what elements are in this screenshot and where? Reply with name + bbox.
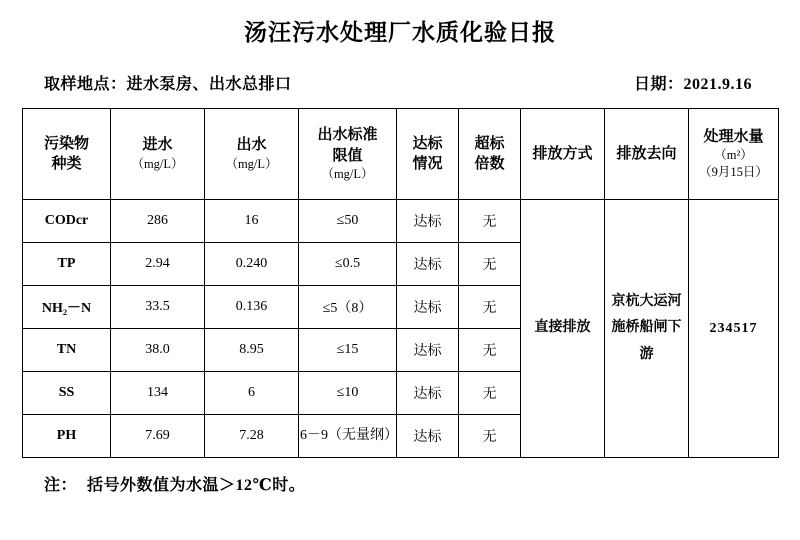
cell-compliance: 达标 [397, 243, 459, 286]
header-exceed [459, 109, 521, 200]
cell-standard: ≤50 [299, 200, 397, 243]
cell-compliance: 达标 [397, 415, 459, 458]
header-discharge-mode [521, 109, 605, 200]
header-pollutant [23, 109, 111, 200]
sampling-location-label: 取样地点：进水泵房、出水总排口 [44, 76, 292, 93]
header-compliance [397, 109, 459, 200]
header-volume [689, 109, 779, 200]
header-volume-unit: （m²） [714, 148, 753, 163]
cell-pollutant: TN [23, 329, 111, 372]
header-volume-line3: （9月15日） [699, 165, 768, 180]
cell-exceed: 无 [459, 200, 521, 243]
cell-effluent: 0.136 [205, 286, 299, 329]
header-pollutant-line2: 种类 [51, 156, 82, 172]
cell-compliance: 达标 [397, 200, 459, 243]
cell-compliance: 达标 [397, 329, 459, 372]
cell-effluent: 0.240 [205, 243, 299, 286]
table-wrapper [0, 94, 800, 458]
cell-pollutant: NH₂－N [23, 286, 111, 329]
cell-effluent: 6 [205, 372, 299, 415]
cell-influent: 7.69 [111, 415, 205, 458]
cell-standard: ≤5（8） [299, 286, 397, 329]
cell-influent: 33.5 [111, 286, 205, 329]
header-influent-line1: 进水 [142, 137, 173, 154]
cell-standard: 6－9（无量纲） [299, 415, 397, 458]
header-standard-line2: 限值 [332, 147, 363, 164]
cell-effluent: 7.28 [205, 415, 299, 458]
table-header-row [23, 109, 779, 200]
cell-volume: 234517 [689, 200, 779, 458]
cell-influent: 286 [111, 200, 205, 243]
header-compliance-line1: 达标 [412, 135, 443, 152]
table-row [23, 200, 779, 243]
header-effluent-line1: 出水 [236, 137, 267, 154]
table-body [23, 200, 779, 458]
header-discharge-dest-line1: 排放去向 [616, 145, 677, 162]
header-volume-line1: 处理水量 [703, 129, 764, 145]
header-discharge-mode-line1: 排放方式 [532, 145, 593, 162]
cell-exceed: 无 [459, 286, 521, 329]
cell-influent: 2.94 [111, 243, 205, 286]
cell-exceed: 无 [459, 415, 521, 458]
cell-pollutant: TP [23, 243, 111, 286]
cell-compliance: 达标 [397, 372, 459, 415]
footer-note-text: 括号外数值为水温＞12℃时。 [87, 477, 306, 494]
header-influent [111, 109, 205, 200]
header-discharge-dest [605, 109, 689, 200]
cell-pollutant: SS [23, 372, 111, 415]
table-header [23, 109, 779, 200]
cell-influent: 38.0 [111, 329, 205, 372]
cell-exceed: 无 [459, 372, 521, 415]
cell-standard: ≤0.5 [299, 243, 397, 286]
cell-discharge-mode: 直接排放 [521, 200, 605, 458]
header-effluent [205, 109, 299, 200]
cell-standard: ≤15 [299, 329, 397, 372]
water-quality-table [22, 108, 779, 458]
header-standard [299, 109, 397, 200]
footer-note-label: 注： [44, 477, 78, 494]
cell-exceed: 无 [459, 243, 521, 286]
footer-note [0, 458, 800, 495]
header-standard-unit: （mg/L） [321, 166, 374, 181]
page-title: 汤汪污水处理厂水质化验日报 [244, 20, 556, 45]
cell-discharge-dest: 京杭大运河施桥船闸下游 [605, 200, 689, 458]
cell-standard: ≤10 [299, 372, 397, 415]
cell-influent: 134 [111, 372, 205, 415]
header-influent-unit: （mg/L） [131, 156, 184, 171]
cell-effluent: 16 [205, 200, 299, 243]
cell-effluent: 8.95 [205, 329, 299, 372]
cell-pollutant: CODcr [23, 200, 111, 243]
report-date-label: 日期：2021.9.16 [633, 76, 752, 93]
cell-exceed: 无 [459, 329, 521, 372]
header-standard-line1: 出水标准 [317, 127, 378, 144]
header-compliance-line2: 情况 [412, 156, 443, 172]
cell-compliance: 达标 [397, 286, 459, 329]
header-exceed-line1: 超标 [474, 135, 505, 152]
header-effluent-unit: （mg/L） [225, 156, 278, 171]
cell-pollutant: PH [23, 415, 111, 458]
header-pollutant-line1: 污染物 [43, 135, 89, 152]
meta-row [0, 49, 800, 94]
header-exceed-line2: 倍数 [474, 156, 505, 172]
